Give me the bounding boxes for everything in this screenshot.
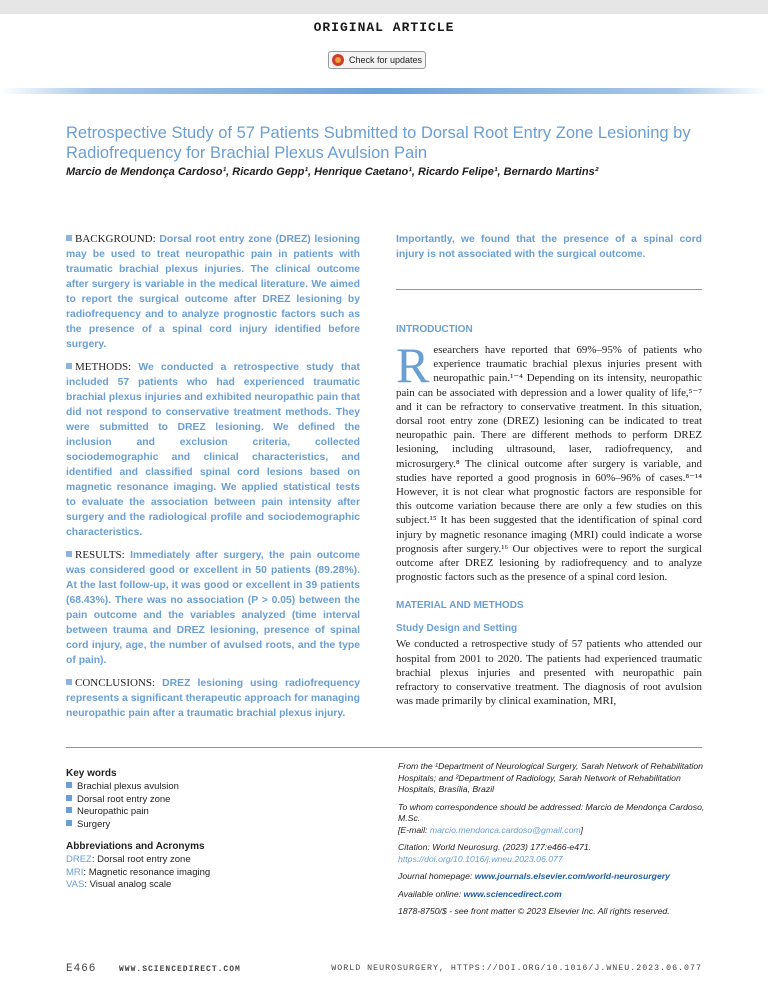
abstract-end-rule [396, 289, 702, 290]
methods-heading: MATERIAL AND METHODS [396, 600, 524, 612]
methods-subheading: Study Design and Setting [396, 623, 518, 635]
page-number: E466 [66, 963, 97, 975]
section-label: ORIGINAL ARTICLE [313, 20, 455, 35]
keywords-block [66, 768, 346, 892]
abstract-background [66, 232, 360, 352]
journal-homepage [398, 871, 708, 883]
check-for-updates-label: Check for updates [349, 55, 423, 65]
background-text: Dorsal root entry zone (DREZ) lesioning may be used to treat neuropathic pain in patients with traumatic brachial plexus injuries. The clinical outcome after surgery is variable in the medical literature. We aimed to report the surgical outcome after DREZ lesioning by radiofrequency and to analyze prognostic factors such as the presence of a spinal cord injury identified before surgery. [66, 234, 361, 350]
body-column [396, 232, 702, 708]
article-info [398, 761, 708, 924]
abbreviations-title: Abbreviations and Acronyms [66, 841, 205, 852]
keywords-title: Key words [66, 768, 117, 779]
abstract-conclusions [66, 676, 360, 721]
abbreviation-value: : Magnetic resonance imaging [83, 866, 211, 878]
abbreviation-key: VAS [66, 879, 85, 890]
footer-journal: WORLD NEUROSURGERY, HTTPS://DOI.ORG/10.1016/J.WNEU.2023.06.077 [331, 964, 702, 973]
crossmark-icon [332, 54, 344, 66]
check-for-updates-button[interactable] [328, 51, 426, 69]
keyword-item [66, 794, 346, 807]
keyword-text: Dorsal root entry zone [77, 793, 171, 805]
results-label: RESULTS: [75, 549, 125, 561]
methods-text: We conducted a retrospective study of 57 patients who attended our hospital from 2001 to 2020. The patients had experienced traumatic brachial plexus injuries and presented with neuropathic pain refractory to conservative treatment. The diagnosis of root avulsion was made primarily by clinical examination, MRI, [396, 638, 702, 708]
available-online [398, 889, 708, 901]
bullet-square-icon [66, 782, 72, 788]
correspondence [398, 802, 708, 837]
online-link[interactable]: www.sciencedirect.com [463, 888, 562, 899]
introduction-text [396, 337, 702, 584]
abbreviation-value: : Dorsal root entry zone [91, 854, 191, 865]
bullet-square-icon [66, 795, 72, 801]
background-label: BACKGROUND: [75, 233, 156, 245]
methods-label: METHODS: [75, 361, 132, 373]
footnote-divider [66, 747, 702, 748]
abbreviation-item [66, 867, 346, 880]
keyword-text: Surgery [77, 818, 111, 830]
keyword-item [66, 781, 346, 794]
abbreviation-key: MRI [66, 866, 84, 878]
article-title: Retrospective Study of 57 Patients Submitted to Dorsal Root Entry Zone Lesioning by Radiofrequency for Brachial Plexus Avulsion Pain [66, 124, 691, 162]
citation-text: Citation: World Neurosurg. (2023) 177:e466-e471. [398, 842, 592, 852]
abstract-continuation: Importantly, we found that the presence of a spinal cord injury is not associated with the surgical outcome. [396, 234, 702, 260]
email-link[interactable]: marcio.mendonca.cardoso@gmail.com [429, 824, 581, 835]
keyword-text: Brachial plexus avulsion [77, 781, 179, 792]
homepage-label: Journal homepage: [398, 871, 475, 881]
introduction-heading: INTRODUCTION [396, 324, 473, 335]
conclusions-text: DREZ lesioning using radiofrequency represents a significant therapeutic approach for managing neuropathic pain after a traumatic brachial plexus injury. [66, 678, 361, 719]
bullet-square-icon [66, 363, 72, 369]
footer-site-link[interactable]: WWW.SCIENCEDIRECT.COM [119, 965, 241, 974]
conclusions-label: CONCLUSIONS: [75, 677, 156, 689]
results-text: Immediately after surgery, the pain outcome was considered good or excellent in 50 patients (89.28%). At the last follow-up, it was good or excellent in 39 patients (68.43%). There was no association (P > 0.05) between the pain outcome and the variables analyzed (time interval between trauma and DREZ lesioning, presence of spinal cord injury, age, the number of avulsed roots, and the type of pain). [66, 550, 360, 666]
abbreviation-value: : Visual analog scale [84, 879, 172, 890]
abstract-methods [66, 360, 360, 540]
methods-text: We conducted a retrospective study that included 57 patients who had experienced traumatic brachial plexus injuries and exhibited neuropathic pain that did not respond to conservative treatment methods. They were submitted to DREZ lesioning. We defined the inclusion and exclusion criteria, collected sociodemographic and clinical characteristics, and identified and classified spinal cord lesions based on magnetic resonance imaging. We applied statistical tests to evaluate the association between pain intensity after surgery and the radiological profile and sociodemographic characteristics. [66, 362, 360, 538]
abbreviation-item [66, 879, 346, 892]
header-band [0, 0, 768, 14]
copyright: 1878-8750/$ - see front matter © 2023 Elsevier Inc. All rights reserved. [398, 906, 670, 916]
email-suffix: ] [580, 824, 584, 835]
keyword-text: Neuropathic pain [77, 806, 149, 817]
author-list: Marcio de Mendonça Cardoso¹, Ricardo Gepp¹, Henrique Caetano¹, Ricardo Felipe¹, Bernardo Martins² [66, 166, 599, 178]
abstract-column [66, 232, 360, 729]
affiliation: From the ¹Department of Neurological Surgery, Sarah Network of Rehabilitation Hospitals; and ²Department of Radiology, Sarah Network of Rehabilitation Hospitals, Brasília, Brazil [398, 761, 704, 794]
doi-link[interactable]: https://doi.org/10.1016/j.wneu.2023.06.077 [398, 853, 563, 864]
citation [398, 842, 708, 865]
bullet-square-icon [66, 679, 72, 685]
abbreviation-key: DREZ [66, 854, 92, 865]
header-rule [0, 88, 768, 94]
bullet-square-icon [66, 235, 72, 241]
bullet-square-icon [66, 807, 72, 813]
bullet-square-icon [66, 820, 72, 826]
keyword-item [66, 819, 346, 832]
dropcap: R [396, 337, 430, 393]
online-label: Available online: [398, 888, 464, 899]
correspondence-text: To whom correspondence should be addressed: Marcio de Mendonça Cardoso, M.Sc. [398, 801, 705, 823]
bullet-square-icon [66, 551, 72, 557]
homepage-link[interactable]: www.journals.elsevier.com/world-neurosurgery [474, 871, 671, 881]
keyword-item [66, 806, 346, 819]
introduction-body: esearchers have reported that 69%–95% of patients who experience traumatic brachial plexus injuries present with neuropathic pain.¹⁻⁴ Depending on its intensity, neuropathic pain can be associated with depression and a lower quality of life,⁵⁻⁷ and it can be refractory to conservative treatment. In this situation, dorsal root entry zone (DREZ) lesioning can be indicated to treat neuropathic pain. There are different methods to perform DREZ lesioning, including ultrasound, laser, radiofrequency, and microsurgery.⁸ The clinical outcome after surgery is variable, and studies have reported a good prognosis in 60%–96% of cases.⁸⁻¹⁴ However, it is not clear what prognostic factors are responsible for this outcome variation because there are only a few studies on this subject.¹⁵ It has been suggested that the identification of spinal cord injury by magnetic resonance imaging (MRI) could indicate a worse prognosis after surgery.¹⁶ Our objectives were to report the surgical outcome after DREZ lesioning by radiofrequency and to analyze prognostic factors such as the presence of a spinal cord lesion. [396, 344, 702, 584]
email-prefix: [E-mail: [398, 824, 430, 835]
abbreviation-item [66, 854, 346, 867]
abstract-results [66, 548, 360, 668]
